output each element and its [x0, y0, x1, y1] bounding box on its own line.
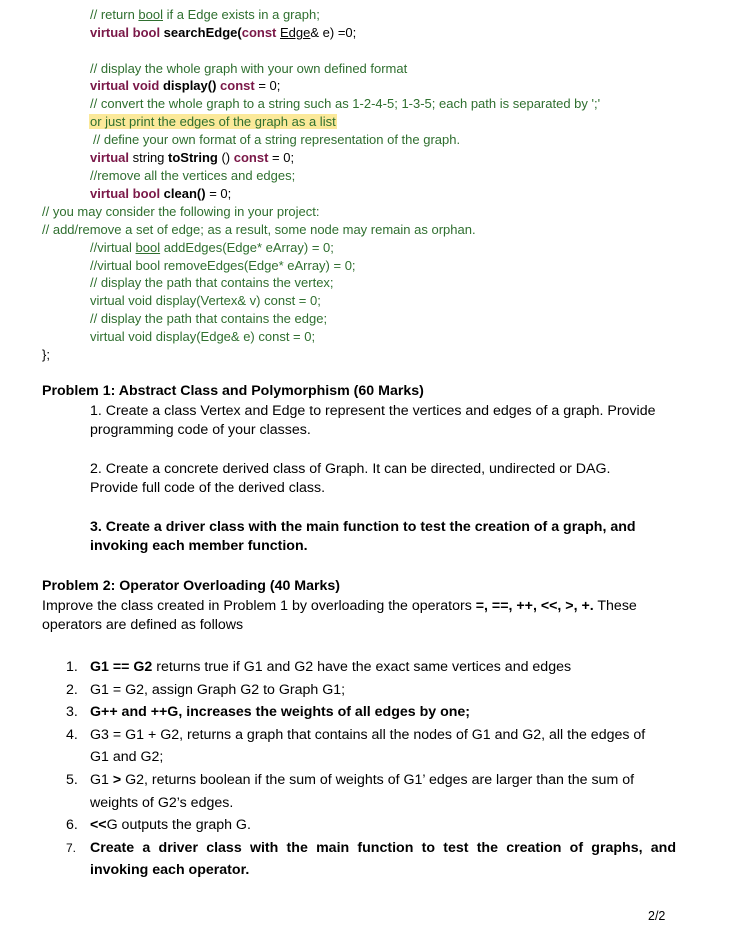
problem1-title: Problem 1: Abstract Class and Polymorphism (60 Marks) — [42, 383, 424, 399]
edge-type-link[interactable]: Edge — [280, 25, 311, 40]
problem1-item-2: 2. Create a concrete derived class of Graph. It can be directed, undirected or DAG. Provide full code of the derived class. — [90, 461, 611, 496]
code-display-edge: virtual void display(Edge& e) const = 0; — [90, 329, 316, 344]
operator-list — [66, 656, 676, 882]
code-comment-convert: // convert the whole graph to a string such as 1-2-4-5; 1-3-5; each path is separated by ';' — [90, 96, 601, 111]
list-item: 5. G1 > G2, returns boolean if the sum of weights of G1’ edges are larger than the sum of weights of G2’s edges. — [66, 771, 635, 811]
bool-link-2[interactable]: bool — [135, 240, 161, 255]
code-comment-remove-all: //remove all the vertices and edges; — [90, 168, 296, 183]
code-comment-define-format: // define your own format of a string representation of the graph. — [93, 132, 461, 147]
code-comment-path-vertex: // display the path that contains the vertex; — [90, 275, 334, 290]
list-item: 4. G3 = G1 + G2, returns a graph that contains all the nodes of G1 and G2, all the edges of G1 and G2; — [66, 726, 646, 766]
code-closing-brace: }; — [42, 347, 50, 362]
list-item: 3. G++ and ++G, increases the weights of all edges by one; — [66, 704, 471, 721]
list-item: 6. <<G outputs the graph G. — [66, 817, 251, 834]
code-display-vertex: virtual void display(Vertex& v) const = 0; — [90, 293, 321, 308]
bool-link[interactable]: bool — [138, 7, 163, 22]
code-remove-edges: //virtual bool removeEdges(Edge* eArray) = 0; — [90, 258, 356, 273]
code-add-edges: //virtual bool addEdges(Edge* eArray) = 0; — [90, 240, 334, 255]
code-comment-consider: // you may consider the following in your project: — [42, 204, 320, 219]
code-tostring: virtual string toString () const = 0; — [90, 150, 295, 165]
list-item: 2. G1 = G2, assign Graph G2 to Graph G1; — [66, 681, 346, 698]
list-item: 1. G1 == G2 returns true if G1 and G2 have the exact same vertices and edges — [66, 659, 572, 675]
problem2-intro: Improve the class created in Problem 1 by overloading the operators =, ==, ++, <<, >, +. These operators are defined as follows — [42, 598, 637, 633]
code-comment-add-remove: // add/remove a set of edge; as a result, some node may remain as orphan. — [42, 222, 476, 237]
problem1-item-1: 1. Create a class Vertex and Edge to represent the vertices and edges of a graph. Provide programming code of your classes. — [90, 403, 656, 438]
code-comment-path-edge: // display the path that contains the edge; — [90, 311, 328, 326]
code-clean: virtual bool clean() = 0; — [90, 186, 232, 201]
code-display: virtual void display() const = 0; — [90, 78, 281, 93]
code-comment-display: // display the whole graph with your own defined format — [90, 61, 408, 76]
code-comment-return-bool: // return bool if a Edge exists in a graph; — [90, 7, 320, 22]
highlighted-note: or just print the edges of the graph as a list — [90, 114, 336, 129]
list-item: 7. Create a driver class with the main function to test the creation of graphs, and invoking each operator. — [66, 839, 676, 879]
code-search-edge: virtual bool searchEdge(const Edge& e) =0; — [90, 25, 357, 40]
problem2-title: Problem 2: Operator Overloading (40 Marks) — [42, 578, 341, 594]
page-number: 2/2 — [648, 909, 666, 923]
problem1-item-3: 3. Create a driver class with the main function to test the creation of a graph, and invoking each member function. — [90, 519, 636, 554]
